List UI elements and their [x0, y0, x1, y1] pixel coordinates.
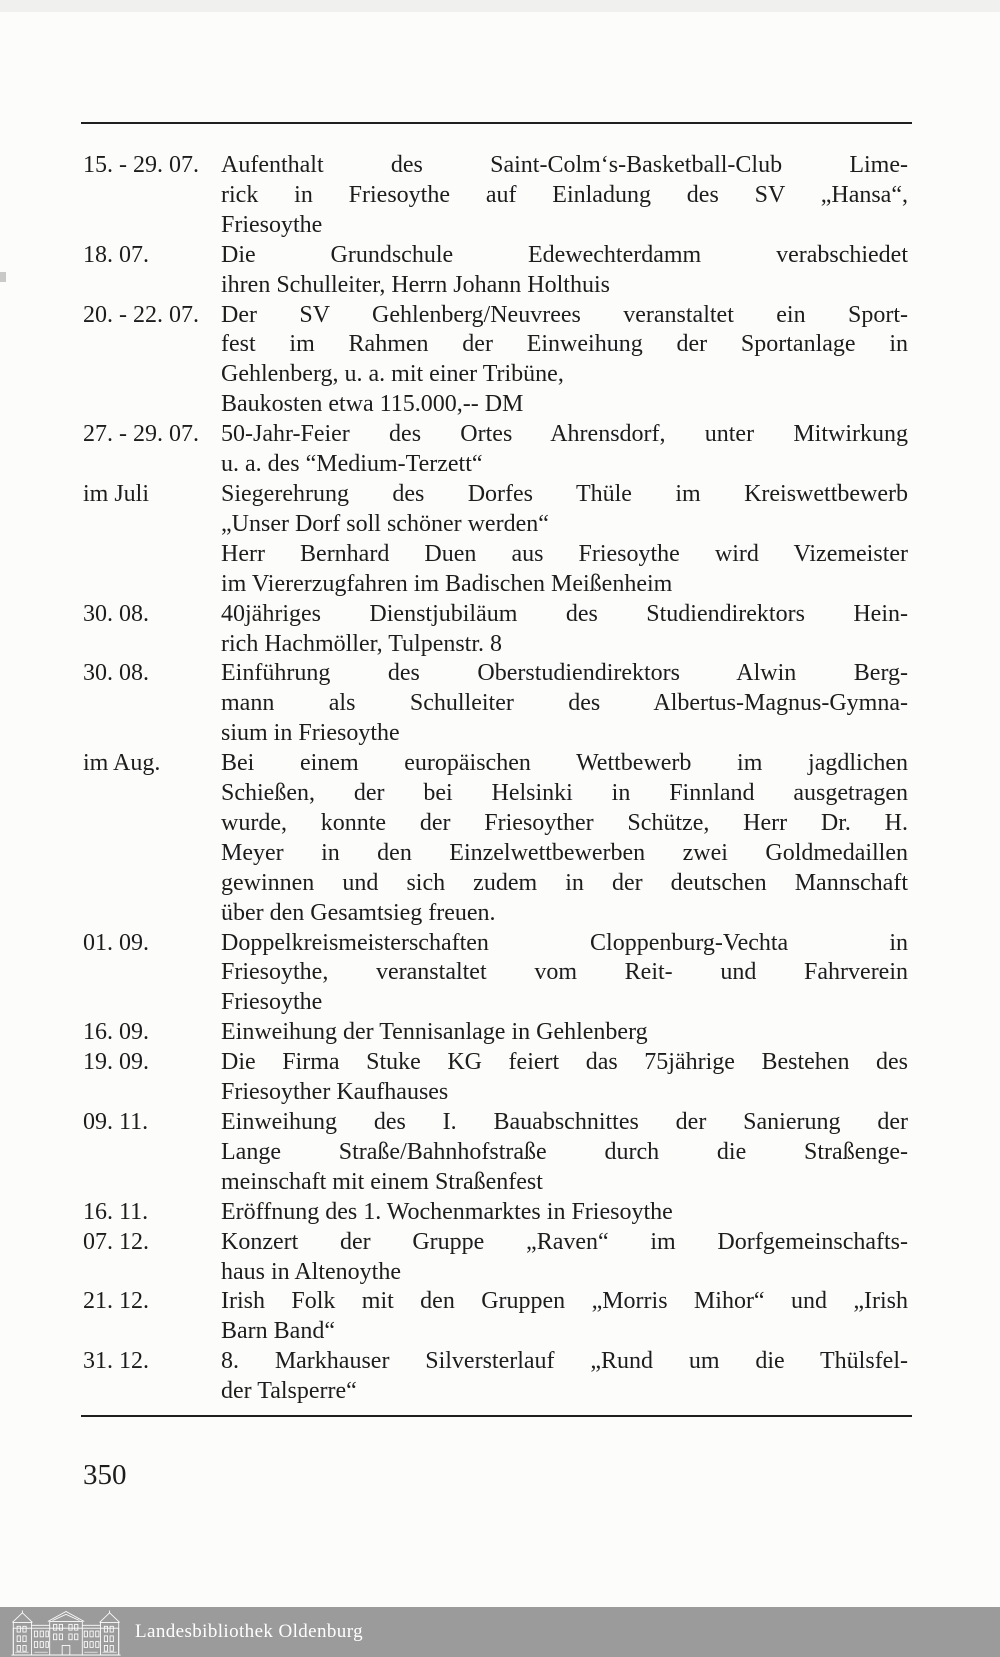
entry-text-line: Lange Straße/Bahnhofstraße durch die Straßenge- — [221, 1138, 908, 1165]
entry-text-line: Konzert der Gruppe „Raven“ im Dorfgemeinschafts- — [221, 1228, 908, 1255]
entry-date: 07. 12. — [83, 1228, 149, 1255]
entry-text-line: über den Gesamtsieg freuen. — [221, 899, 496, 926]
library-building-icon — [7, 1610, 125, 1656]
entry-text-line: Friesoythe — [221, 989, 323, 1016]
entry-text — [221, 1018, 908, 1048]
entry-date: 16. 09. — [83, 1019, 149, 1046]
entry-text — [221, 301, 908, 421]
entry-text-line: sium in Friesoythe — [221, 720, 400, 747]
entry-date: 19. 09. — [83, 1049, 149, 1076]
entry-text-line: Einweihung des I. Bauabschnittes der Sanierung der — [221, 1109, 908, 1135]
entry-text-line: Einweihung der Tennisanlage in Gehlenberg — [221, 1019, 648, 1046]
entry-text — [221, 480, 908, 600]
entry-text — [221, 420, 908, 480]
scan-edge-shadow — [0, 0, 1000, 12]
footer-label: Landesbibliothek Oldenburg — [135, 1621, 363, 1642]
top-rule — [81, 122, 912, 124]
chronicle-entry — [83, 151, 908, 241]
entry-date: im Aug. — [83, 750, 161, 777]
entry-text-line: haus in Altenoythe — [221, 1258, 401, 1285]
entry-text — [221, 1048, 908, 1108]
entry-date: 27. - 29. 07. — [83, 421, 199, 448]
chronicle-entry — [83, 1108, 908, 1198]
entry-date: 18. 07. — [83, 241, 149, 268]
entry-text-line: Aufenthalt des Saint-Colm‘s-Basketball-Club Lime- — [221, 152, 908, 178]
entry-text-line: Die Firma Stuke KG feiert das 75jährige Bestehen des — [221, 1049, 908, 1076]
entry-text-line: Friesoythe, veranstaltet vom Reit- und Fahrverein — [221, 959, 908, 986]
chronicle-entry — [83, 241, 908, 301]
entry-text-line: Gehlenberg, u. a. mit einer Tribüne, — [221, 361, 564, 388]
entry-text — [221, 929, 908, 1019]
entry-text — [221, 1228, 908, 1288]
entry-text-line: Siegerehrung des Dorfes Thüle im Kreiswettbewerb — [221, 480, 908, 507]
entry-date: im Juli — [83, 480, 150, 507]
entry-text — [221, 1198, 908, 1228]
entry-text — [221, 151, 908, 241]
entry-text-line: „Unser Dorf soll schöner werden“ — [221, 510, 549, 537]
entry-text-line: Bei einem europäischen Wettbewerb im jagdlichen — [221, 750, 908, 777]
entry-text-line: Irish Folk mit den Gruppen „Morris Mihor“ und „Irish — [221, 1288, 908, 1315]
entry-date: 01. 09. — [83, 929, 149, 956]
entry-text-line: meinschaft mit einem Straßenfest — [221, 1168, 543, 1195]
entry-text-line: der Talsperre“ — [221, 1378, 357, 1405]
entry-text-line: gewinnen und sich zudem in der deutschen Mannschaft — [221, 869, 908, 896]
entry-text-line: 40jähriges Dienstjubiläum des Studiendirektors Hein- — [221, 600, 908, 627]
entry-text-line: rick in Friesoythe auf Einladung des SV „Hansa“, — [221, 181, 908, 208]
page-number: 350 — [83, 1459, 127, 1491]
entry-date: 20. - 22. 07. — [83, 301, 199, 328]
entry-text-line: Einführung des Oberstudiendirektors Alwin Berg- — [221, 660, 908, 687]
entry-date: 30. 08. — [83, 660, 149, 687]
chronicle-entry — [83, 1018, 908, 1048]
chronicle-entry — [83, 420, 908, 480]
entry-text-line: Eröffnung des 1. Wochenmarktes in Friesoythe — [221, 1198, 673, 1225]
chronicle-entry — [83, 1198, 908, 1228]
entry-text-line: 50-Jahr-Feier des Ortes Ahrensdorf, unter Mitwirkung — [221, 421, 908, 448]
chronicle-entry — [83, 1347, 908, 1407]
chronicle-entry — [83, 749, 908, 928]
entry-date: 15. - 29. 07. — [83, 152, 199, 178]
entry-text-line: wurde, konnte der Friesoyther Schütze, Herr Dr. H. — [221, 809, 908, 836]
entry-text-line: Friesoythe — [221, 211, 323, 238]
entry-text-line: rich Hachmöller, Tulpenstr. 8 — [221, 630, 503, 657]
chronicle-entry — [83, 1228, 908, 1288]
entry-date: 21. 12. — [83, 1288, 149, 1315]
chronicle-entry — [83, 659, 908, 749]
entry-text — [221, 1347, 908, 1407]
entry-date: 30. 08. — [83, 600, 149, 627]
entry-text-line: Barn Band“ — [221, 1318, 335, 1345]
entry-text-line: Herr Bernhard Duen aus Friesoythe wird Vizemeister — [221, 540, 908, 567]
entry-text-line: ihren Schulleiter, Herrn Johann Holthuis — [221, 271, 610, 298]
library-footer-bar — [0, 1607, 1000, 1657]
entry-date: 16. 11. — [83, 1198, 149, 1225]
entry-date: 31. 12. — [83, 1348, 149, 1375]
entry-text — [221, 241, 908, 301]
entry-text-line: mann als Schulleiter des Albertus-Magnus-Gymna- — [221, 690, 908, 717]
entry-text-line: Baukosten etwa 115.000,-- DM — [221, 391, 524, 418]
chronicle-entry — [83, 480, 908, 600]
entry-text-line: Friesoyther Kaufhauses — [221, 1079, 449, 1106]
chronicle-entries — [83, 151, 908, 1407]
entry-text-line: u. a. des “Medium-Terzett“ — [221, 451, 483, 478]
chronicle-entry — [83, 301, 908, 421]
bottom-rule — [81, 1415, 912, 1417]
entry-text-line: 8. Markhauser Silversterlauf „Rund um die Thülsfel- — [221, 1348, 908, 1375]
chronicle-entry — [83, 929, 908, 1019]
entry-text — [221, 600, 908, 660]
entry-date: 09. 11. — [83, 1109, 149, 1135]
chronicle-entry — [83, 1048, 908, 1108]
entry-text-line: Doppelkreismeisterschaften Cloppenburg-Vechta in — [221, 929, 908, 956]
chronicle-entry — [83, 600, 908, 660]
entry-text — [221, 1108, 908, 1198]
entry-text — [221, 1287, 908, 1347]
entry-text-line: Die Grundschule Edewechterdamm verabschiedet — [221, 241, 908, 268]
entry-text — [221, 659, 908, 749]
entry-text-line: Schießen, der bei Helsinki in Finnland ausgetragen — [221, 780, 908, 807]
entry-text-line: im Viererzugfahren im Badischen Meißenheim — [221, 570, 673, 597]
entry-text-line: Meyer in den Einzelwettbewerben zwei Goldmedaillen — [221, 839, 908, 866]
scan-artifact-mark — [0, 272, 6, 282]
entry-text — [221, 749, 908, 928]
chronicle-entry — [83, 1287, 908, 1347]
entry-text-line: Der SV Gehlenberg/Neuvrees veranstaltet ein Sport- — [221, 301, 908, 328]
entry-text-line: fest im Rahmen der Einweihung der Sportanlage in — [221, 331, 908, 358]
